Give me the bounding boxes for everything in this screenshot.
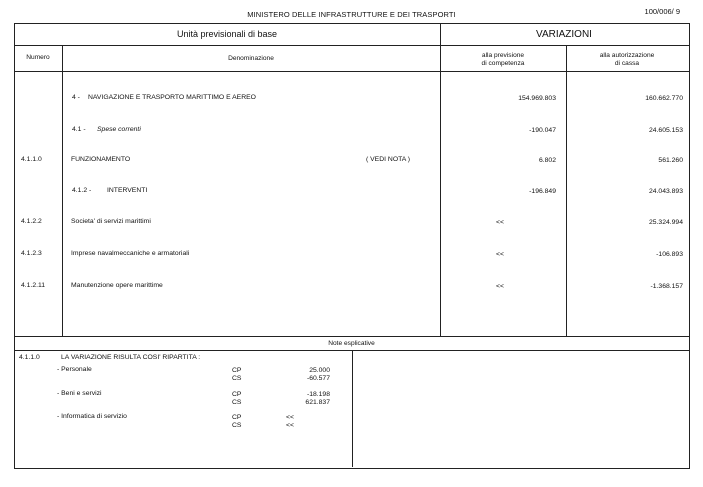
col-denomination-header: Denominazione [228, 55, 274, 62]
row-cassa: 24.043.893 [648, 188, 683, 195]
col-cassa-header-line2: di cassa [614, 60, 640, 67]
number-column-divider [62, 45, 63, 336]
note-cs-value: 621.837 [305, 399, 330, 406]
row-cassa: 561.260 [658, 157, 683, 164]
note-item-label: - Personale [57, 366, 92, 373]
col-number-header: Numero [26, 54, 50, 61]
variations-divider [440, 23, 441, 336]
cassa-column-divider [566, 45, 567, 336]
notes-column-divider [352, 350, 353, 467]
row-cassa: 24.605.153 [648, 127, 683, 134]
row-competenza: -196.849 [529, 188, 556, 195]
note-cp-label: CP [232, 367, 242, 374]
note-cs-label: CS [232, 375, 242, 382]
col-competenza-header-line2: di competenza [481, 60, 525, 67]
row-label: Manutenzione opere marittime [71, 282, 163, 289]
note-cs-label: CS [232, 399, 242, 406]
notes-heading: LA VARIAZIONE RISULTA COSI' RIPARTITA : [61, 354, 201, 361]
row-label: FUNZIONAMENTO [71, 156, 131, 163]
row-number: 4.1.2.11 [21, 282, 46, 289]
row-prefix: 4 - [72, 94, 80, 101]
row-prefix: 4.1 - [72, 126, 86, 133]
row-competenza: << [496, 251, 504, 258]
row-cassa: -106.893 [656, 251, 683, 258]
note-cs-label: CS [232, 422, 242, 429]
row-number: 4.1.2.3 [21, 250, 42, 257]
header-divider [14, 45, 689, 46]
row-competenza: << [496, 219, 504, 226]
row-cassa: 160.662.770 [645, 95, 683, 102]
note-cp-value: << [286, 414, 294, 421]
row-competenza: 6.802 [538, 157, 556, 164]
row-competenza: -190.047 [529, 127, 556, 134]
notes-reference: 4.1.1.0 [19, 354, 40, 361]
row-cassa: -1.368.157 [650, 283, 683, 290]
variations-title: VARIAZIONI [536, 29, 592, 40]
row-label: NAVIGAZIONE E TRASPORTO MARITTIMO E AEREO [88, 94, 256, 101]
row-label: Imprese navalmeccaniche e armatoriali [71, 250, 190, 257]
col-competenza-header-line1: alla previsione [481, 52, 525, 59]
notes-top-divider [14, 336, 689, 337]
column-header-divider [14, 71, 689, 72]
note-item-label: - Beni e servizi [57, 390, 102, 397]
ministry-title: MINISTERO DELLE INFRASTRUTTURE E DEI TRASPORTI [247, 10, 456, 19]
note-cp-label: CP [232, 414, 242, 421]
row-competenza: << [496, 283, 504, 290]
note-item-label: - Informatica di servizio [57, 413, 127, 420]
section-title: Unità previsionali di base [176, 29, 278, 39]
notes-title: Note esplicative [328, 340, 375, 347]
row-competenza: 154.969.803 [518, 95, 556, 102]
row-cassa: 25.324.994 [648, 219, 683, 226]
note-cs-value: << [286, 422, 294, 429]
note-cp-label: CP [232, 391, 242, 398]
row-label: Spese correnti [97, 126, 141, 133]
row-label: INTERVENTI [107, 187, 148, 194]
row-prefix: 4.1.2 - [72, 187, 92, 194]
row-note-reference: ( VEDI NOTA ) [366, 156, 411, 163]
row-number: 4.1.1.0 [21, 156, 42, 163]
note-cp-value: -18.198 [306, 391, 330, 398]
row-label: Societa' di servizi marittimi [71, 218, 151, 225]
col-cassa-header-line1: alla autorizzazione [599, 52, 655, 59]
document-reference: 100/006/ 9 [644, 7, 680, 16]
row-number: 4.1.2.2 [21, 218, 42, 225]
note-cs-value: -60.577 [306, 375, 330, 382]
note-cp-value: 25.000 [309, 367, 330, 374]
